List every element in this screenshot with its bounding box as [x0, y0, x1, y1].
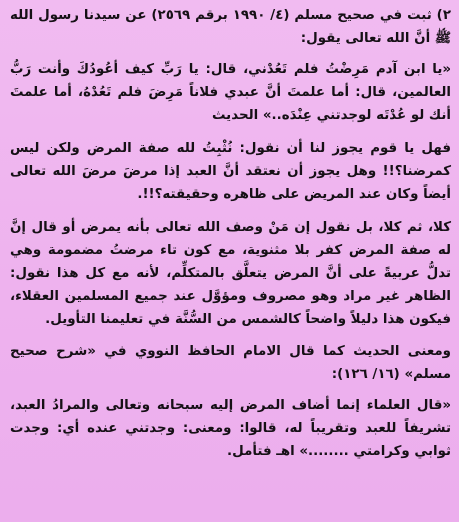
paragraph-text: «يا ابن آدم مَرِضْتُ فلم تَعُدْني، قال: يا رَبِّ كيف أعُودُكَ وأنت رَبُّ العالمين، قال: أما علمتَ أنَّ عبدي فلاناً مَرِضَ فلم تَعُدْهُ، أما علمتَ أنك لو عُدْتَه لوجدتني عِنْدَه..» الحديث — [10, 62, 451, 123]
paragraph-question — [10, 137, 451, 206]
paragraph-text: ٢) ثبت في صحيح مسلم (٤/ ١٩٩٠ برقم ٢٥٦٩) عن سيدنا رسول الله ﷺ أنَّ الله تعالى يقول: — [10, 8, 451, 46]
paragraph-text: فهل يا قوم يجوز لنا أن نقول: نُثْبِتُ لله صفة المرض ولكن ليس كمرضنا؟!! وهل يجوز أن نعتقد أنَّ العبد إذا مرضَ مرضَ الله تعالى أيضاً وكان عند المريض على ظاهره وحقيقته؟!!. — [10, 141, 451, 202]
paragraph-nawawi-intro — [10, 340, 451, 386]
paragraph-argument — [10, 216, 451, 331]
paragraph-text: كلا، ثم كلا، بل نقول إن مَنْ وصف الله تعالى بأنه يمرض أو قال إنَّ له صفة المرض كفر بلا مثنوية، مع كون تاء مرضتُ مضمومة وهي تدلُّ عربيةً على أنَّ المرض يتعلَّق بالمتكلِّم، لأنه مع كل هذا نقول: الظاهر غير مراد وهو مصروف ومؤوَّل عند جميع المسلمين العقلاء، فيكون هذا دليلاً واضحاً كالشمس من السُّنَّة في تعليمنا التأويل. — [10, 220, 451, 327]
paragraph-nawawi-quote — [10, 394, 451, 463]
paragraph-hadith-text — [10, 58, 451, 127]
paragraph-text: «قال العلماء إنما أضاف المرض إليه سبحانه وتعالى والمرادُ العبد، تشريفاً للعبد وتقريباً له، قالوا: ومعنى: وجدتني عنده أي: وجدت ثوابي وكرامتي ........» اهـ فتأمل. — [10, 398, 451, 459]
paragraph-text: ومعنى الحديث كما قال الامام الحافظ النووي في «شرح صحيح مسلم» (١٦/ ١٢٦): — [10, 344, 451, 382]
paragraph-hadith-source — [10, 4, 451, 50]
